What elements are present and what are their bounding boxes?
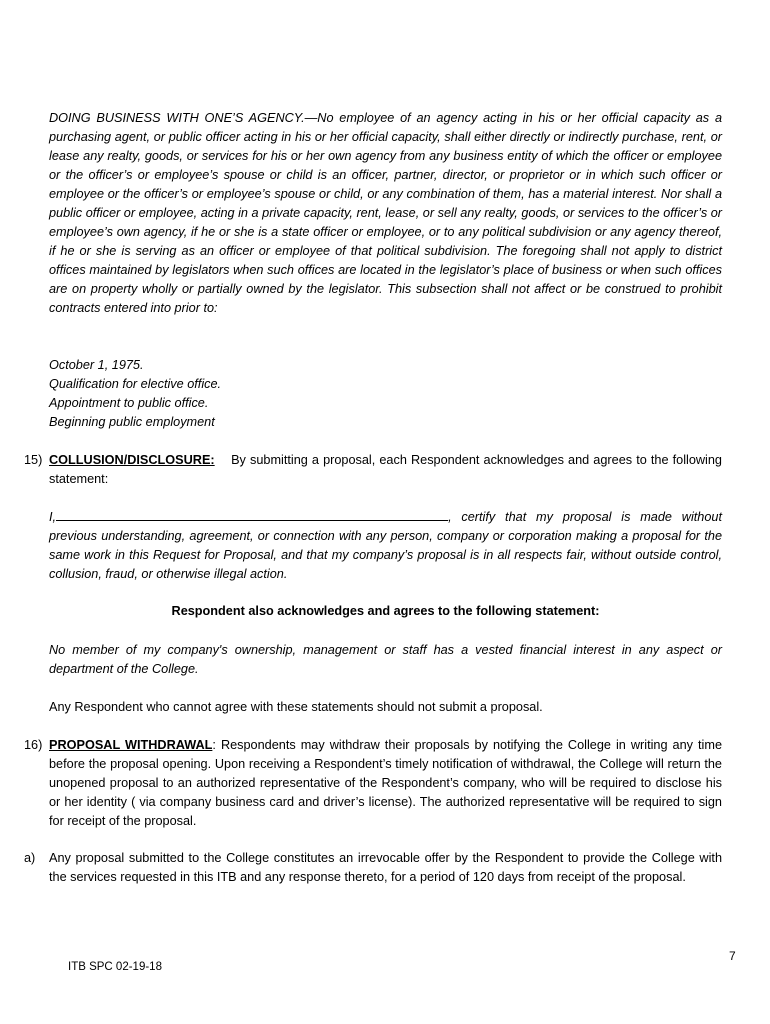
section-16-body: : Respondents may withdraw their proposals by notifying the College in writing any time before the proposal opening. Upon receiving a Respondent’s timely notification of withdrawal, the College will return the unopened proposal to an authorized representative of the Respondent’s company, who will be required to disclose his or her identity ( via company business card and driver’s license). The authorized representative will be required to sign for receipt of the proposal. bbox=[49, 738, 722, 828]
section-15-intro-paragraph bbox=[49, 451, 722, 489]
exception-item: Beginning public employment bbox=[49, 415, 215, 429]
section-16-paragraph bbox=[49, 736, 722, 831]
statute-paragraph: DOING BUSINESS WITH ONE’S AGENCY.—No employee of an agency acting in his or her official capacity as a purchasing agent, or public officer acting in his or her official capacity, shall either directly or indirectly purchase, rent, or lease any realty, goods, or services for his or her own agency from any business entity of which the officer or employee or the officer’s or employee’s spouse or child is an officer, partner, director, or proprietor or in which such officer or employee or the officer’s or employee’s spouse or child, or any combination of them, has a material interest. Nor shall a public officer or employee, acting in a private capacity, rent, lease, or sell any realty, goods, or services to the officer’s or employee’s own agency, if he or she is a state officer or employee, or to any political subdivision or any agency thereof, if he or she is serving as an officer or employee of that political subdivision. The foregoing shall not apply to district offices maintained by legislators when such offices are located in the legislator’s place of business or when such offices are on property wholly or partially owned by the legislator. This subsection shall not affect or be construed to prohibit contracts entered into prior to: bbox=[49, 111, 722, 315]
acknowledgement-heading: Respondent also acknowledges and agrees to the following statement: bbox=[171, 604, 600, 618]
certification-paragraph bbox=[49, 508, 722, 584]
exceptions-list bbox=[49, 356, 722, 432]
section-15-heading: COLLUSION/DISCLOSURE: bbox=[49, 453, 215, 467]
closing-statement: Any Respondent who cannot agree with these statements should not submit a proposal. bbox=[49, 700, 543, 714]
name-blank-line[interactable] bbox=[56, 508, 448, 521]
exception-item: Qualification for elective office. bbox=[49, 377, 222, 391]
cert-text: , certify that my proposal is made without previous understanding, agreement, or connection with any person, company or corporation making a proposal for the same work in this Request for Proposal, and that my company’s proposal is in all respects fair, without outside control, collusion, fraud, or otherwise illegal action. bbox=[49, 510, 722, 581]
item-a-text: Any proposal submitted to the College constitutes an irrevocable offer by the Respondent to provide the College with the services requested in this ITB and any response thereto, for a period of 120 days from receipt of the proposal. bbox=[49, 851, 722, 884]
section-15-intro: By submitting a proposal, each Respondent acknowledges and agrees to the following statement: bbox=[49, 453, 722, 486]
section-15-number: 15) bbox=[24, 453, 43, 467]
exception-item: October 1, 1975. bbox=[49, 358, 144, 372]
cert-prefix: I, bbox=[49, 510, 57, 524]
exception-item: Appointment to public office. bbox=[49, 396, 209, 410]
footer-doc-id: ITB SPC 02-19-18 bbox=[68, 961, 162, 973]
page-number: 7 bbox=[729, 949, 736, 963]
acknowledgement-statement: No member of my company's ownership, management or staff has a vested financial interest in any aspect or department of the College. bbox=[49, 643, 722, 676]
section-16-number: 16) bbox=[24, 738, 43, 752]
section-16-heading: PROPOSAL WITHDRAWAL bbox=[49, 738, 213, 752]
item-a-label: a) bbox=[24, 851, 36, 865]
